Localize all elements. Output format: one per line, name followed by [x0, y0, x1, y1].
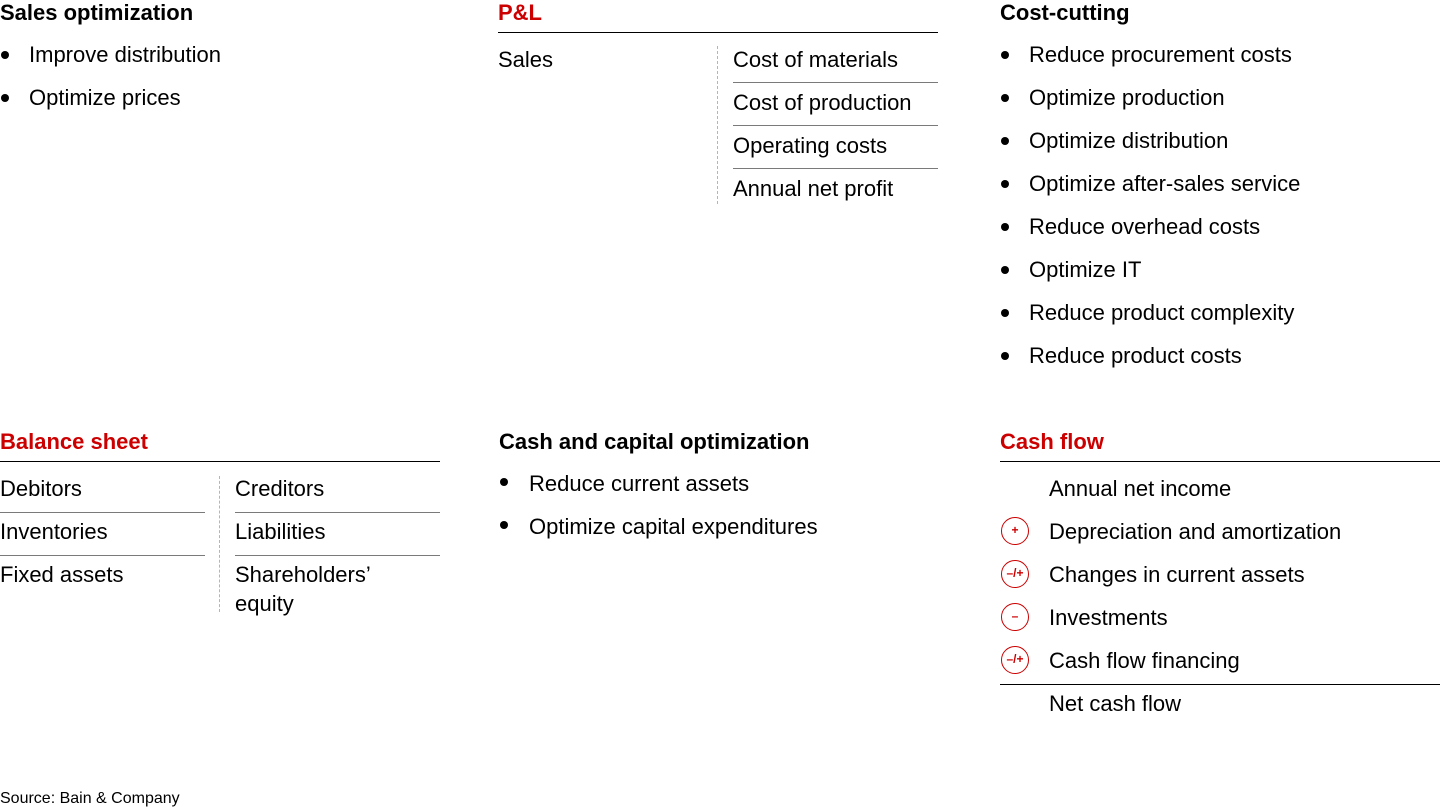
balance-row-rule	[235, 555, 440, 556]
pl-row-rule	[733, 168, 938, 169]
cash-flow-title-rule	[1000, 461, 1440, 462]
balance-row-rule	[0, 512, 205, 513]
cash-flow-total: Net cash flow	[1049, 691, 1182, 716]
minus-plus-icon: –/+	[1001, 560, 1029, 588]
cost-item: Optimize IT	[1029, 257, 1142, 282]
cost-cutting-title: Cost-cutting	[1000, 0, 1130, 25]
cost-item: Optimize after-sales service	[1029, 171, 1301, 196]
bullet-icon	[1001, 309, 1009, 317]
cash-capital-title: Cash and capital optimization	[499, 429, 810, 454]
cash-flow-row: Depreciation and amortization	[1049, 519, 1342, 544]
sales-optimization-title: Sales optimization	[0, 0, 194, 25]
cash-capital-item: Reduce current assets	[529, 471, 750, 496]
balance-left-row: Debitors	[0, 476, 82, 501]
plus-icon: +	[1001, 517, 1029, 545]
balance-sheet-title: Balance sheet	[0, 429, 148, 454]
pl-row: Annual net profit	[733, 176, 894, 201]
pl-sales: Sales	[498, 47, 554, 72]
cash-flow-total-rule	[1000, 684, 1440, 685]
source-note: Source: Bain & Company	[0, 790, 180, 807]
bullet-icon	[1001, 266, 1009, 274]
cost-item: Reduce product complexity	[1029, 300, 1295, 325]
balance-right-row: Shareholders’	[235, 562, 371, 587]
cash-flow-row: Investments	[1049, 605, 1168, 630]
bullet-icon	[500, 521, 508, 529]
cash-flow-title: Cash flow	[1000, 429, 1104, 454]
pl-title: P&L	[498, 0, 542, 25]
balance-title-rule	[0, 461, 440, 462]
pl-row-rule	[733, 82, 938, 83]
pl-title-rule	[498, 32, 938, 33]
balance-right-row: Liabilities	[235, 519, 326, 544]
sales-item: Improve distribution	[29, 42, 221, 67]
balance-row-rule	[0, 555, 205, 556]
pl-row: Cost of production	[733, 90, 912, 115]
bullet-icon	[500, 478, 508, 486]
balance-right-row: Creditors	[235, 476, 325, 501]
bullet-icon	[1001, 137, 1009, 145]
bullet-icon	[1001, 180, 1009, 188]
cash-flow-row: Changes in current assets	[1049, 562, 1305, 587]
cash-capital-item: Optimize capital expenditures	[529, 514, 818, 539]
cost-item: Reduce overhead costs	[1029, 214, 1261, 239]
bullet-icon	[1, 51, 9, 59]
balance-left-row: Inventories	[0, 519, 108, 544]
cash-flow-row: Annual net income	[1049, 476, 1232, 501]
bullet-icon	[1, 94, 9, 102]
pl-divider	[717, 46, 718, 204]
cost-item: Optimize distribution	[1029, 128, 1229, 153]
pl-row-rule	[733, 125, 938, 126]
minus-icon: –	[1001, 603, 1029, 631]
cost-item: Reduce procurement costs	[1029, 42, 1292, 67]
bullet-icon	[1001, 352, 1009, 360]
minus-plus-icon: –/+	[1001, 646, 1029, 674]
balance-right-row-cont: equity	[235, 591, 294, 616]
cash-flow-row: Cash flow financing	[1049, 648, 1240, 673]
cost-item: Reduce product costs	[1029, 343, 1242, 368]
pl-row: Operating costs	[733, 133, 888, 158]
balance-row-rule	[235, 512, 440, 513]
sales-item: Optimize prices	[29, 85, 181, 110]
balance-divider	[219, 476, 220, 612]
balance-left-row: Fixed assets	[0, 562, 124, 587]
bullet-icon	[1001, 94, 1009, 102]
cost-item: Optimize production	[1029, 85, 1225, 110]
bullet-icon	[1001, 223, 1009, 231]
bullet-icon	[1001, 51, 1009, 59]
pl-row: Cost of materials	[733, 47, 899, 72]
